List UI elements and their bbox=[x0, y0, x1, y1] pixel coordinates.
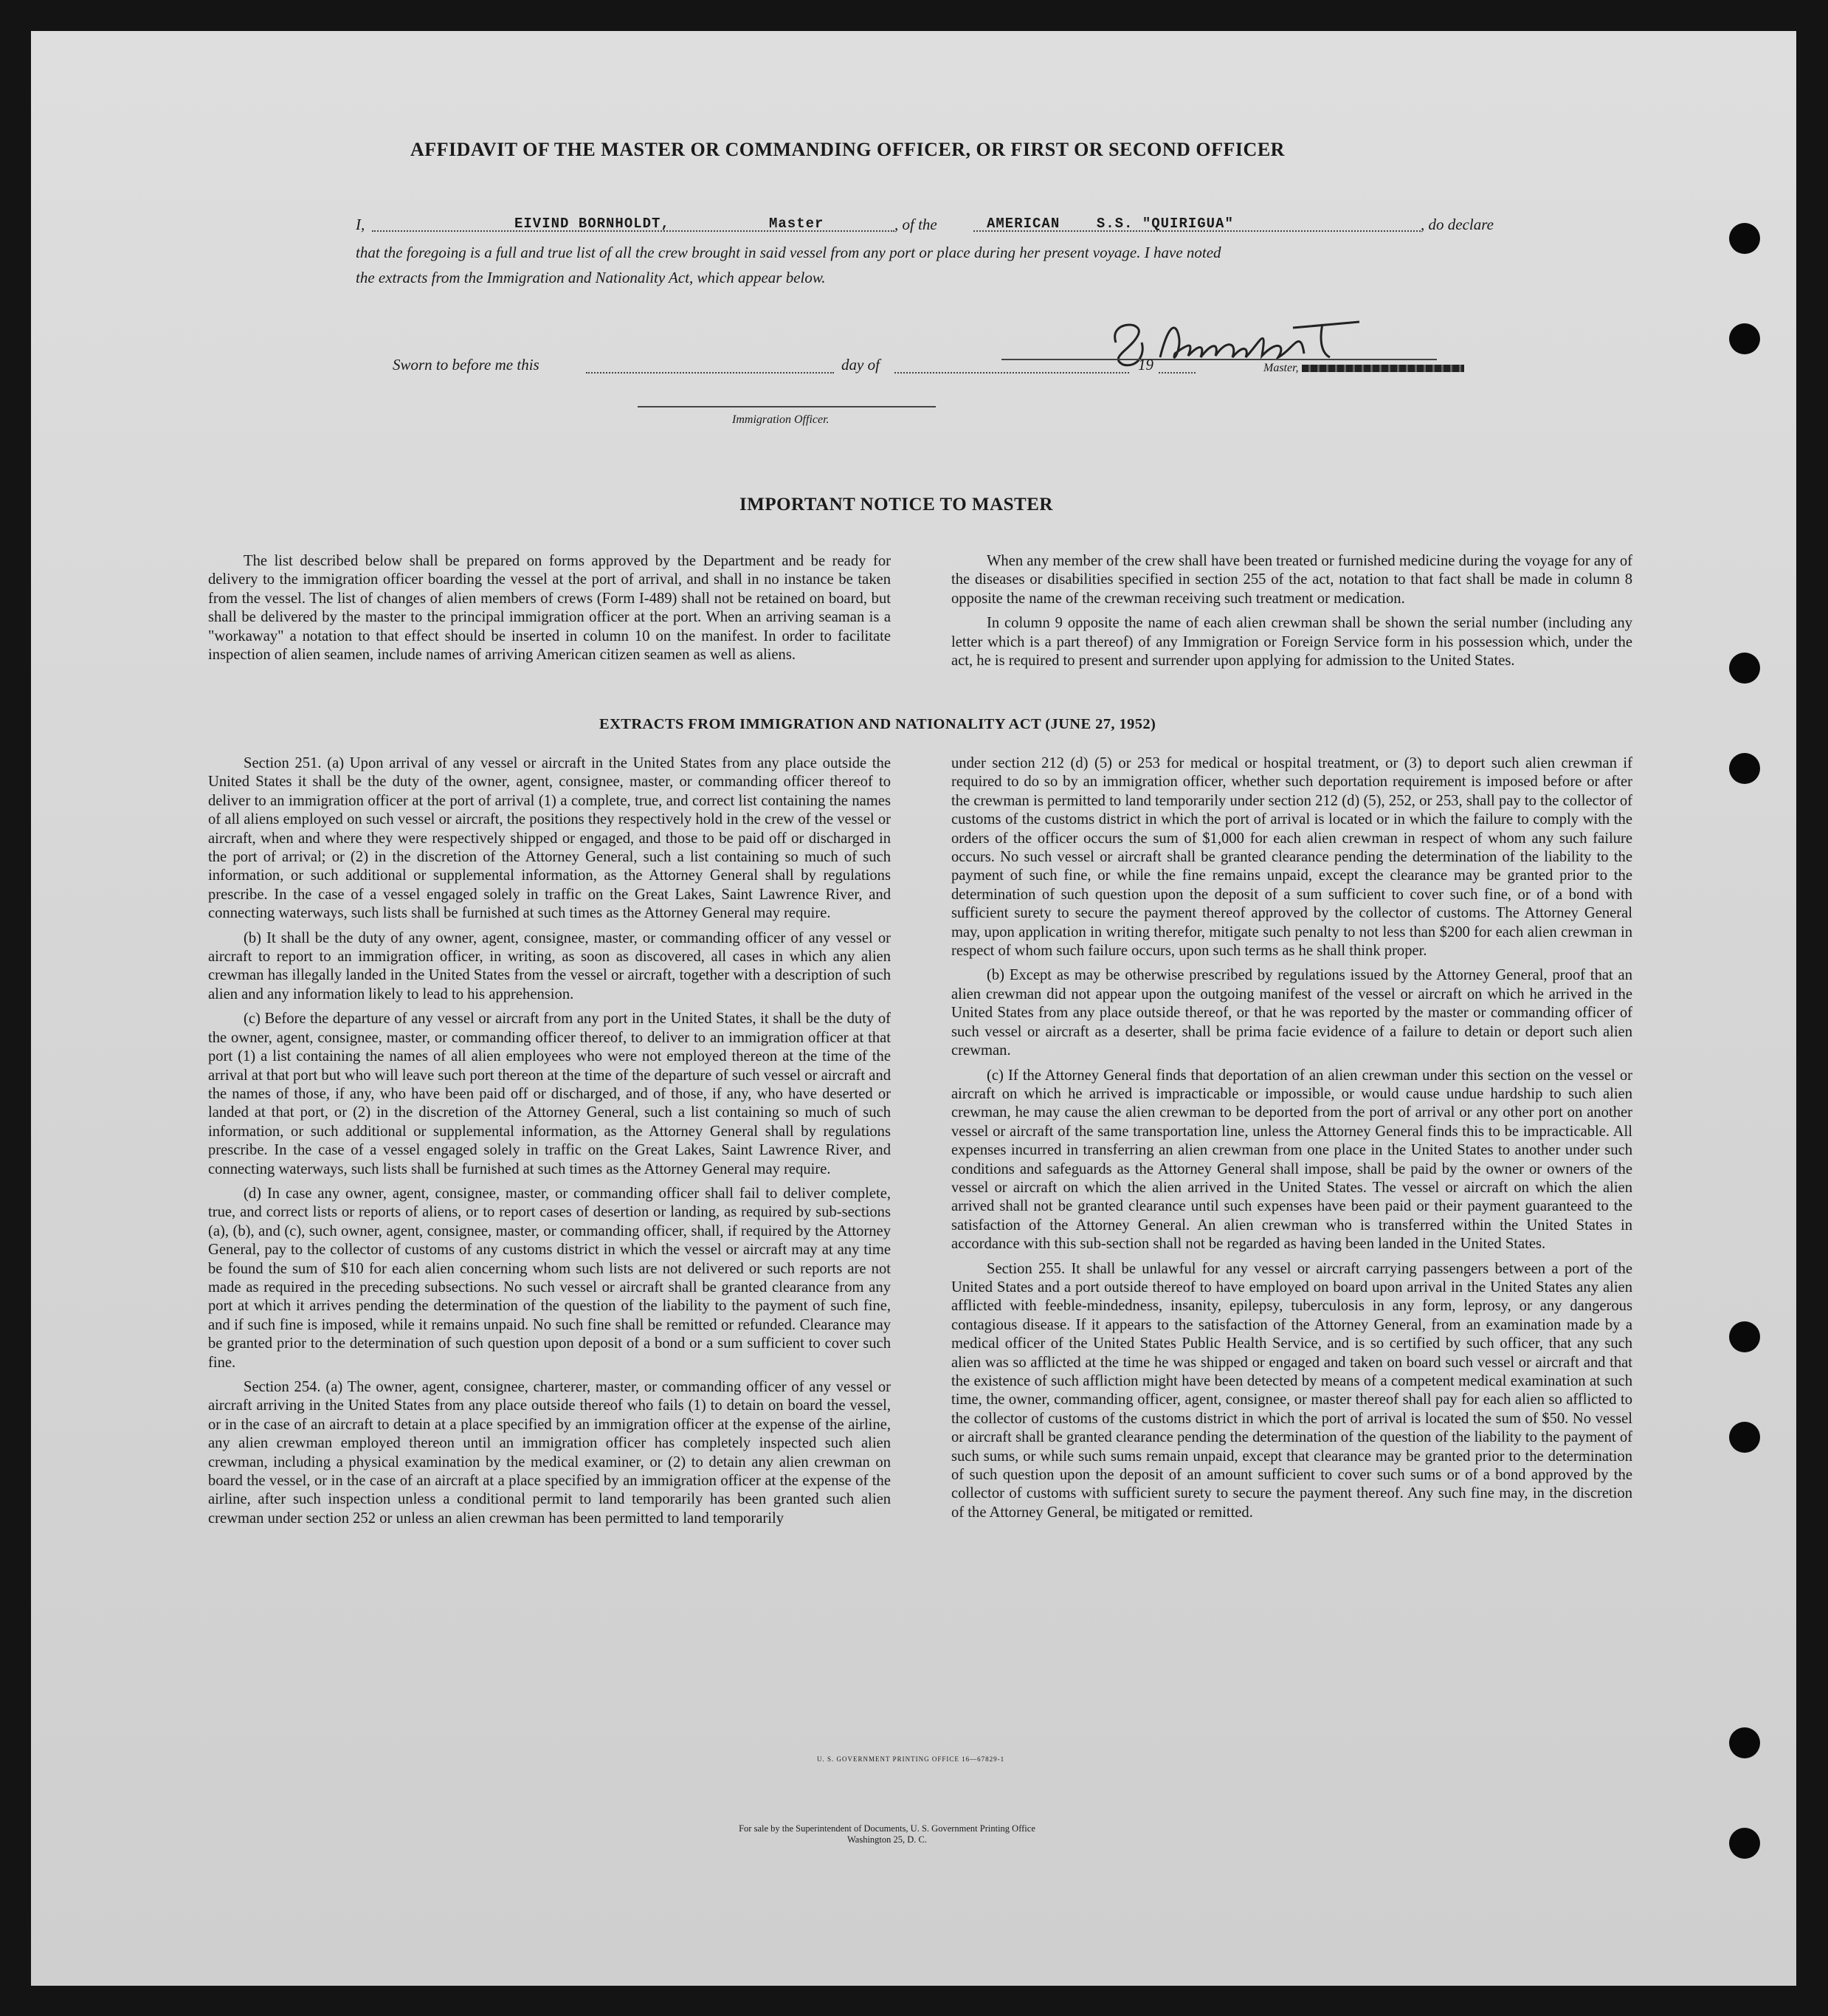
of-the-label: , of the bbox=[894, 216, 937, 233]
master-caption-label: Master, bbox=[1263, 362, 1299, 374]
punch-hole bbox=[1729, 1727, 1760, 1758]
affidavit-title: AFFIDAVIT OF THE MASTER OR COMMANDING OFFICER, OR FIRST OR SECOND OFFICER bbox=[410, 139, 1285, 160]
section-254-a: Section 254. (a) The owner, agent, consignee, charterer, master, or commanding officer of any vessel or aircraft arriving in the United States from any place outside thereof who fails (1) to detain on board the vessel, or in the case of an aircraft to detain at a place specified by an immigration officer at the expense of the airline, any alien crewman employed thereon until an immigration officer has completely inspected such alien crewman, including a physical examination by the medical examiner, or (2) to detain any alien crewman on board the vessel, or in the case of an aircraft at a place specified by an immigration officer at the expense of the airline, after such inspection unless a conditional permit to land temporarily has been granted such alien crewman under section 252 or unless an alien crewman has been permitted to land temporarily bbox=[208, 1379, 891, 1527]
notice-right-column bbox=[951, 552, 1632, 676]
sworn-day-line bbox=[586, 372, 834, 374]
punch-hole bbox=[1729, 753, 1760, 784]
punch-hole bbox=[1729, 323, 1760, 354]
immigration-officer-line bbox=[638, 406, 936, 407]
notice-right-paragraph-1: When any member of the crew shall have been treated or furnished medicine during the voyage for any of the diseases or disabilities specified in section 255 of the act, notation to that fact shall be made in column 8 opposite the name of the crewman receiving such treatment or medication. bbox=[951, 553, 1632, 607]
extracts-title: EXTRACTS FROM IMMIGRATION AND NATIONALITY ACT (JUNE 27, 1952) bbox=[599, 716, 1156, 732]
master-name-field[interactable]: EIVIND BORNHOLDT, bbox=[514, 216, 670, 232]
sale-line-2: Washington 25, D. C. bbox=[846, 1834, 928, 1845]
affidavit-body-line1: that the foregoing is a full and true list of all the crew brought in said vessel from any port or place during her present voyage. I have noted bbox=[356, 244, 1221, 261]
signature-line bbox=[1001, 359, 1437, 360]
year-label: 19 bbox=[1138, 356, 1153, 374]
punch-hole bbox=[1729, 1828, 1760, 1859]
notice-left-paragraph: The list described below shall be prepared on forms approved by the Department and be ready for delivery to the immigration officer boarding the vessel at the port of arrival, and shall in no instance be taken from the vessel. The list of changes of alien members of crews (Form I-489) shall not be retained on board, but shall be delivered by the master to the principal immigration officer at the port. When an arriving seaman is a "workaway" a notation to that effect should be inserted in column 10 on the manifest. In order to facilitate inspection of alien seamen, include names of arriving American citizen seamen as well as aliens. bbox=[208, 553, 891, 664]
notice-left-column bbox=[208, 552, 891, 670]
sale-line-1: For sale by the Superintendent of Documents, U. S. Government Printing Office bbox=[739, 1823, 1035, 1834]
document-page bbox=[31, 31, 1796, 1986]
vessel-field[interactable]: AMERICAN S.S. "QUIRIGUA" bbox=[987, 216, 1234, 232]
notice-right-paragraph-2: In column 9 opposite the name of each alien crewman shall be shown the serial number (including any letter which is a part thereof) of any Immigration or Foreign Service form in his possession which, under the act, he is required to present and surrender upon applying for admission to the United States. bbox=[951, 615, 1632, 670]
section-254-b: (b) Except as may be otherwise prescribed by regulations issued by the Attorney General, proof that an alien crewman did not appear upon the outgoing manifest of the vessel or aircraft on which he arrived in the United States from any place outside thereof, or that he was reported by the master or commanding officer of such vessel or aircraft as a deserter, shall be prima facie evidence of a failure to detain or deport such alien crewman. bbox=[951, 967, 1632, 1059]
sale-notice bbox=[680, 1823, 1094, 1845]
section-255: Section 255. It shall be unlawful for any vessel or aircraft carrying passengers between a port of the United States and a port outside thereof to have employed on board upon arrival in the United States any alien afflicted with feeble-mindedness, insanity, epilepsy, tuberculosis in any form, leprosy, or any dangerous contagious disease. If it appears to the satisfaction of the Attorney General, from an examination made by a medical officer of the United States Public Health Service, and is so certified by such officer, that any such alien was so afflicted at the time he was shipped or engaged and taken on board such vessel or aircraft and that the existence of such affliction might have been detected by means of a competent medical examination at such time, the owner, commanding officer, agent, consignee, or master thereof shall pay for each alien so afflicted to the collector of customs of the customs district in which the port of arrival is located the sum of $50. No vessel or aircraft shall be granted clearance pending the determination of the question of the liability to the payment of such sums, or while such sums remain unpaid, except that clearance may be granted prior to the determination of such question upon the deposit of an amount sufficient to cover such sums or of a bond approved by the collector of customs with sufficient surety to secure the payment thereof. Any such fine may, in the discretion of the Attorney General, be mitigated or remitted. bbox=[951, 1260, 1632, 1521]
punch-hole bbox=[1729, 653, 1760, 684]
master-caption bbox=[1263, 362, 1464, 375]
section-251-c: (c) Before the departure of any vessel or aircraft from any port in the United States, it shall be the duty of the owner, agent, consignee, master, or commanding officer thereof, to deliver to an immigration officer at that port (1) a list containing the names of all alien employees who were not employed thereon at the time of the arrival at that port but who will leave such port thereon at the time of the departure of such vessel or aircraft and the names of those, if any, who have been paid off or discharged, and of those, if any, who have deserted or landed at that port, or (2) in the discretion of the Attorney General, such a list containing so much of such information, or such additional or supplemental information, as the Attorney General shall by regulations prescribe. In the case of a vessel engaged solely in traffic on the Great Lakes, Saint Lawrence River, and connecting waterways, such lists shall be furnished at such times as the Attorney General may require. bbox=[208, 1011, 891, 1177]
affidavit-i-label: I, bbox=[356, 216, 365, 233]
rank-field[interactable]: Master bbox=[769, 216, 824, 232]
notice-title: IMPORTANT NOTICE TO MASTER bbox=[739, 495, 1053, 515]
punch-hole bbox=[1729, 1422, 1760, 1453]
punch-hole bbox=[1729, 223, 1760, 254]
section-254-c: (c) If the Attorney General finds that deportation of an alien crewman under this section on the vessel or aircraft on which he arrived is impracticable or impossible, or would cause undue hardship to such alien crewman, he may cause the alien crewman to be deported from the port of arrival or any other port on another vessel or aircraft of the same transportation line, unless the Attorney General finds this to be impracticable. All expenses incurred in transferring an alien crewman from one place in the United States to another under such conditions and safeguards as the Attorney General shall impose, shall be paid by the owner or owners of the vessel or aircraft on which the alien arrived in the United States. The vessel or aircraft on which the alien arrived shall not be granted clearance until such expenses have been paid or their payment guaranteed to the satisfaction of the Attorney General. An alien crewman who is transferred within the United States in accordance with this sub-section shall not be regarded as having been landed in the United States. bbox=[951, 1067, 1632, 1253]
struck-out-text bbox=[1302, 365, 1464, 372]
section-251-d: (d) In case any owner, agent, consignee, master, or commanding officer shall fail to deliver complete, true, and correct lists or reports of aliens, or to report cases of desertion or landing, as required by sub-sections (a), (b), and (c), such owner, agent, consignee, master, or commanding officer, shall, if required by the Attorney General, pay to the collector of customs of any customs district in which the vessel or aircraft may at any time be found the sum of $10 for each alien concerning whom such lists are not delivered or such reports are not made as required in the preceding subsections. No such vessel or aircraft shall be granted clearance from any port at which it arrives pending the determination of the question of the liability to the payment of such fine, and if such fine is imposed, while it remains unpaid. No such fine shall be remitted or refunded. Clearance may be granted prior to the determination of such question upon deposit of a bond or a sum sufficient to cover such fine. bbox=[208, 1185, 891, 1371]
punch-hole bbox=[1729, 1321, 1760, 1352]
gpo-code: U. S. GOVERNMENT PRINTING OFFICE 16—67829-1 bbox=[817, 1755, 1005, 1763]
sworn-year-line bbox=[1159, 372, 1196, 374]
section-251-a: Section 251. (a) Upon arrival of any vessel or aircraft in the United States from any place outside the United States it shall be the duty of the owner, agent, consignee, master, or commanding officer thereof to deliver to an immigration officer at the port of arrival (1) a complete, true, and correct list containing the names of all aliens employed on such vessel or aircraft, the positions they respectively hold in the crew of the vessel or aircraft, when and where they were respectively shipped or engaged, and those to be paid off or discharged in the port of arrival; or (2) in the discretion of the Attorney General, such a list containing so much of such information, or such additional or supplemental information, as the Attorney General shall by regulations prescribe. In the case of a vessel engaged solely in traffic on the Great Lakes, Saint Lawrence River, and connecting waterways, such lists shall be furnished at such times as the Attorney General may require. bbox=[208, 755, 891, 922]
section-251-b: (b) It shall be the duty of any owner, agent, consignee, master, or commanding officer of any vessel or aircraft to report to an immigration officer, in writing, as soon as discovered, all cases in which any alien crewman has illegally landed in the United States from the vessel or aircraft, together with a description of such alien and any information likely to lead to his apprehension. bbox=[208, 929, 891, 1002]
sworn-label: Sworn to before me this bbox=[393, 356, 539, 374]
affidavit-body-line2: the extracts from the Immigration and Nationality Act, which appear below. bbox=[356, 269, 826, 286]
sworn-month-line bbox=[894, 372, 1129, 374]
section-254-a-continued: under section 212 (d) (5) or 253 for medical or hospital treatment, or (3) to deport such alien crewman if required to do so by an immigration officer, whether such deportation requirement is imposed before or after the crewman is permitted to land temporarily under section 212 (d) (5), 252, or 253, shall pay to the collector of customs of the customs district in which the port of arrival is located or in which the failure to comply with the orders of the officer occurs the sum of $1,000 for each alien crewman in respect of whom any such failure occurs. No such vessel or aircraft shall be granted clearance pending the determination of the liability to the payment of such fine, or while the fine remains unpaid, except the clearance may be granted prior to the determination of such question upon the deposit of a sum sufficient to cover such fine, or of a bond with sufficient surety to secure the payment thereof approved by the collector of customs. The Attorney General may, upon application in writing therefor, mitigate such penalty to not less than $200 for each alien crewman in respect of whom such failure occurs, upon such terms as he shall think proper. bbox=[951, 755, 1632, 960]
extracts-right-column bbox=[951, 754, 1632, 1528]
do-declare-label: , do declare bbox=[1421, 216, 1494, 233]
extracts-left-column bbox=[208, 754, 891, 1534]
day-of-label: day of bbox=[841, 356, 880, 374]
immigration-officer-caption: Immigration Officer. bbox=[732, 413, 830, 426]
